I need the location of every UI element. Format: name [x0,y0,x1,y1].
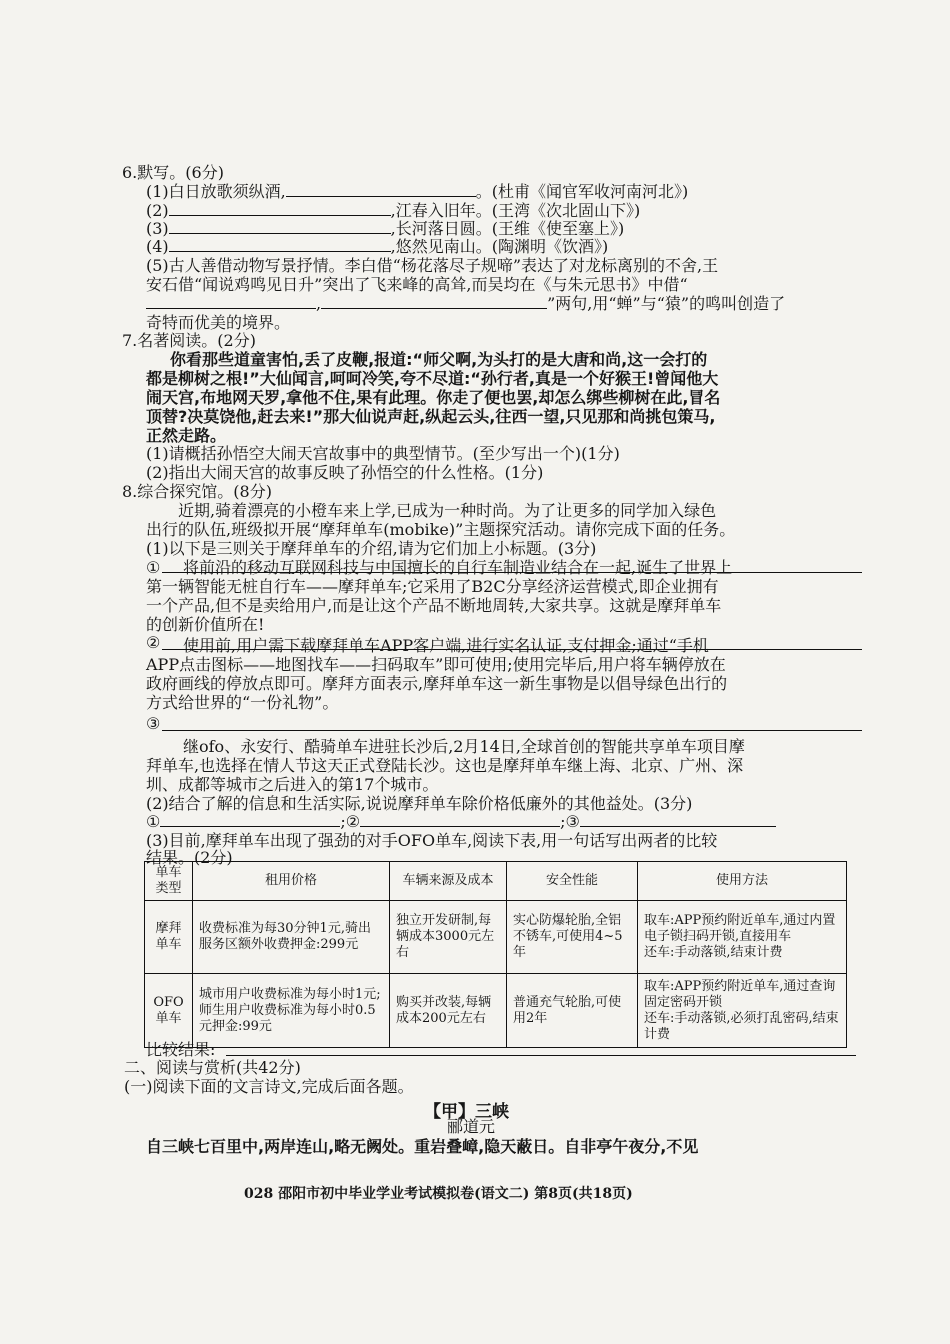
row-ofo-usage [638,974,847,1048]
q7-passage-line-3: 闹天宫,布地网天罗,拿他不住,果有此理。你走了便也罢,却怎么绑些柳树在此,冒名 [146,388,721,407]
passage-author: 郦道元 [447,1117,496,1136]
table-header-row [145,862,847,901]
q6-1-answer-blank[interactable] [286,182,476,197]
q6-5-tail: ”两句,用“蝉”与“猿”的鸣叫创造了 [547,294,786,313]
q8-heading: 8.综合探究馆。(8分) [122,482,272,501]
q7-heading: 7.名著阅读。(2分) [122,331,256,350]
comparison-table [144,861,847,1048]
table-row [145,901,847,974]
row-mobike-price: 收费标准为每30分钟1元,骑出服务区额外收费押金:299元 [193,901,390,974]
q8-sub-2-answers [146,812,776,832]
q6-4-num: (4) [146,237,169,256]
q8-sub-3-line-2: 结果。(2分) [146,848,233,867]
usage-return: 还车:手动落锁,结束计费 [644,945,783,960]
q6-5-comma: , [316,294,322,313]
row-ofo-source: 购买并改装,每辆成本200元左右 [390,974,507,1048]
q7-passage-line-5: 正然走路。 [146,426,227,445]
q6-5-answer-blank-a[interactable] [146,294,316,309]
passage-title: 【甲】三峡 [424,1102,509,1122]
header-safety: 安全性能 [507,862,638,901]
comparison-result-label: 比较结果: [146,1040,216,1059]
q8-para-2-line-1: 使用前,用户需下载摩拜单车APP客户端,进行实名认证,支付押金;通过“手机 [183,636,709,655]
benefit-answer-blank-3[interactable] [580,812,776,827]
q8-sub-1: (1)以下是三则关于摩拜单车的介绍,请为它们加上小标题。(3分) [146,539,597,558]
q7-passage-line-4: 顶替?决莫饶他,赶去来!”那大仙说声赶,纵起云头,往西一望,只见那和尚挑包策马, [146,407,716,426]
q7-sub-2: (2)指出大闹天宫的故事反映了孙悟空的什么性格。(1分) [146,463,544,482]
q7-sub-1: (1)请概括孙悟空大闹天宫故事中的典型情节。(至少写出一个)(1分) [146,444,620,463]
answer-marker-3: ;③ [560,812,580,831]
q8-para-1-line-1: 将前沿的移动互联网科技与中国擅长的自行车制造业结合在一起,诞生了世界上 [183,558,733,577]
page-footer: 028 邵阳市初中毕业学业考试模拟卷(语文二) 第8页(共18页) [244,1186,633,1202]
section-2-subheading: (一)阅读下面的文言诗文,完成后面各题。 [124,1077,414,1096]
row-ofo-safety: 普通充气轮胎,可使用2年 [507,974,638,1048]
passage-text-line-1: 自三峡七百里中,两岸连山,略无阙处。重岩叠嶂,隐天蔽日。自非亭午夜分,不见 [146,1137,699,1156]
q8-intro-line-1: 近期,骑着漂亮的小橙车来上学,已成为一种时尚。为了让更多的同学加入绿色 [178,501,717,520]
q8-para-2-line-3: 政府画线的停放点即可。摩拜方面表示,摩拜单车这一新生事物是以倡导绿色出行的 [146,674,728,693]
q8-para-2-line-2: APP点击图标——地图找车——扫码取车”即可使用;使用完毕后,用户将车辆停放在 [146,655,726,674]
q6-1-prompt: (1)白日放歌须纵酒, [146,182,286,201]
q6-4-answer-blank[interactable] [169,237,391,252]
row-mobike-safety: 实心防爆轮胎,全铝不锈车,可使用4~5年 [507,901,638,974]
header-source: 车辆来源及成本 [390,862,507,901]
q8-para-3-line-2: 拜单车,也选择在情人节这天正式登陆长沙。这也是摩拜单车继上海、北京、广州、深 [146,756,744,775]
q8-marker-1: ① [146,558,161,577]
q6-line-7 [146,294,785,314]
header-price: 租用价格 [193,862,390,901]
header-type: 单车类型 [145,862,193,901]
q6-heading: 6.默写。(6分) [122,163,224,182]
row-mobike-source: 独立开发研制,每辆成本3000元左右 [390,901,507,974]
q7-passage-line-1: 你看那些道童害怕,丢了皮鞭,报道:“师父啊,为头打的是大唐和尚,这一会打的 [170,350,708,369]
q6-1-source: 。(杜甫《闻官军收河南河北》) [475,182,689,201]
benefit-answer-blank-1[interactable] [160,812,340,827]
benefit-answer-blank-2[interactable] [360,812,560,827]
q8-subtitle-blank-3[interactable] [162,730,862,731]
q6-line-5: (5)古人善借动物写景抒情。李白借“杨花落尽子规啼”表达了对龙标离别的不舍,王 [146,256,719,275]
q6-3-answer-blank[interactable] [169,219,391,234]
q8-para-1-line-4: 的创新价值所在! [146,615,265,634]
q6-line-8: 奇特而优美的境界。 [146,313,291,332]
q6-3-num: (3) [146,219,169,238]
q6-5-answer-blank-b[interactable] [321,294,547,309]
q6-line-3 [146,219,624,239]
q6-line-1 [146,182,688,202]
section-2-heading: 二、阅读与赏析(共42分) [124,1058,301,1077]
q6-2-source: ,江春入旧年。(王湾《次北固山下》) [390,201,641,220]
q6-2-answer-blank[interactable] [169,201,391,216]
q8-marker-2: ② [146,633,161,652]
usage-pickup: 取车:APP预约附近单车,通过内置电子锁扫码开锁,直接用车 [644,913,836,944]
q8-sub-2: (2)结合了解的信息和生活实际,说说摩拜单车除价格低廉外的其他益处。(3分) [146,794,693,813]
q6-4-source: ,悠然见南山。(陶渊明《饮酒》) [390,237,609,256]
q8-para-1-line-3: 一个产品,但不是卖给用户,而是让这个产品不断地周转,大家共享。这就是摩拜单车 [146,596,722,615]
q6-line-4 [146,237,608,257]
answer-marker-2: ;② [340,812,361,831]
answer-marker-1: ① [146,812,161,831]
row-mobike-type: 摩拜单车 [145,901,193,974]
row-ofo-price: 城市用户收费标准为每小时1元;师生用户收费标准为每小时0.5元押金:99元 [193,974,390,1048]
header-usage: 使用方法 [638,862,847,901]
row-mobike-usage [638,901,847,974]
usage-return: 还车:手动落锁,必须打乱密码,结束计费 [644,1010,839,1042]
q8-sub-3-line-1: (3)目前,摩拜单车出现了强劲的对手OFO单车,阅读下表,用一句话写出两者的比较 [146,831,718,850]
q8-para-3-line-3: 圳、成都等城市之后进入的第17个城市。 [146,775,439,794]
q8-para-1-line-2: 第一辆智能无桩自行车——摩拜单车;它采用了B2C分享经济运营模式,即企业拥有 [146,577,719,596]
q6-line-6: 安石借“闻说鸡鸣见日升”突出了飞来峰的高耸,而吴均在《与朱元思书》中借“ [146,275,688,294]
q6-2-num: (2) [146,201,169,220]
comparison-result-blank[interactable] [226,1055,856,1056]
q8-para-3-line-1: 继ofo、永安行、酷骑单车进驻长沙后,2月14日,全球首创的智能共享单车项目摩 [183,737,745,756]
q6-line-2 [146,201,640,221]
q6-3-source: ,长河落日圆。(王维《使至塞上》) [390,219,625,238]
q8-marker-3: ③ [146,714,161,733]
row-ofo-type: OFO单车 [145,974,193,1048]
usage-pickup: 取车:APP预约附近单车,通过查询固定密码开锁 [644,978,836,1010]
q7-passage-line-2: 都是柳树之根!”大仙闻言,呵呵冷笑,夸不尽道:“孙行者,真是一个好猴王!曾闻他大 [146,369,719,388]
q8-para-2-line-4: 方式给世界的“一份礼物”。 [146,693,339,712]
q8-intro-line-2: 出行的队伍,班级拟开展“摩拜单车(mobike)”主题探究活动。请你完成下面的任务。 [146,520,736,539]
table-row [145,974,847,1048]
